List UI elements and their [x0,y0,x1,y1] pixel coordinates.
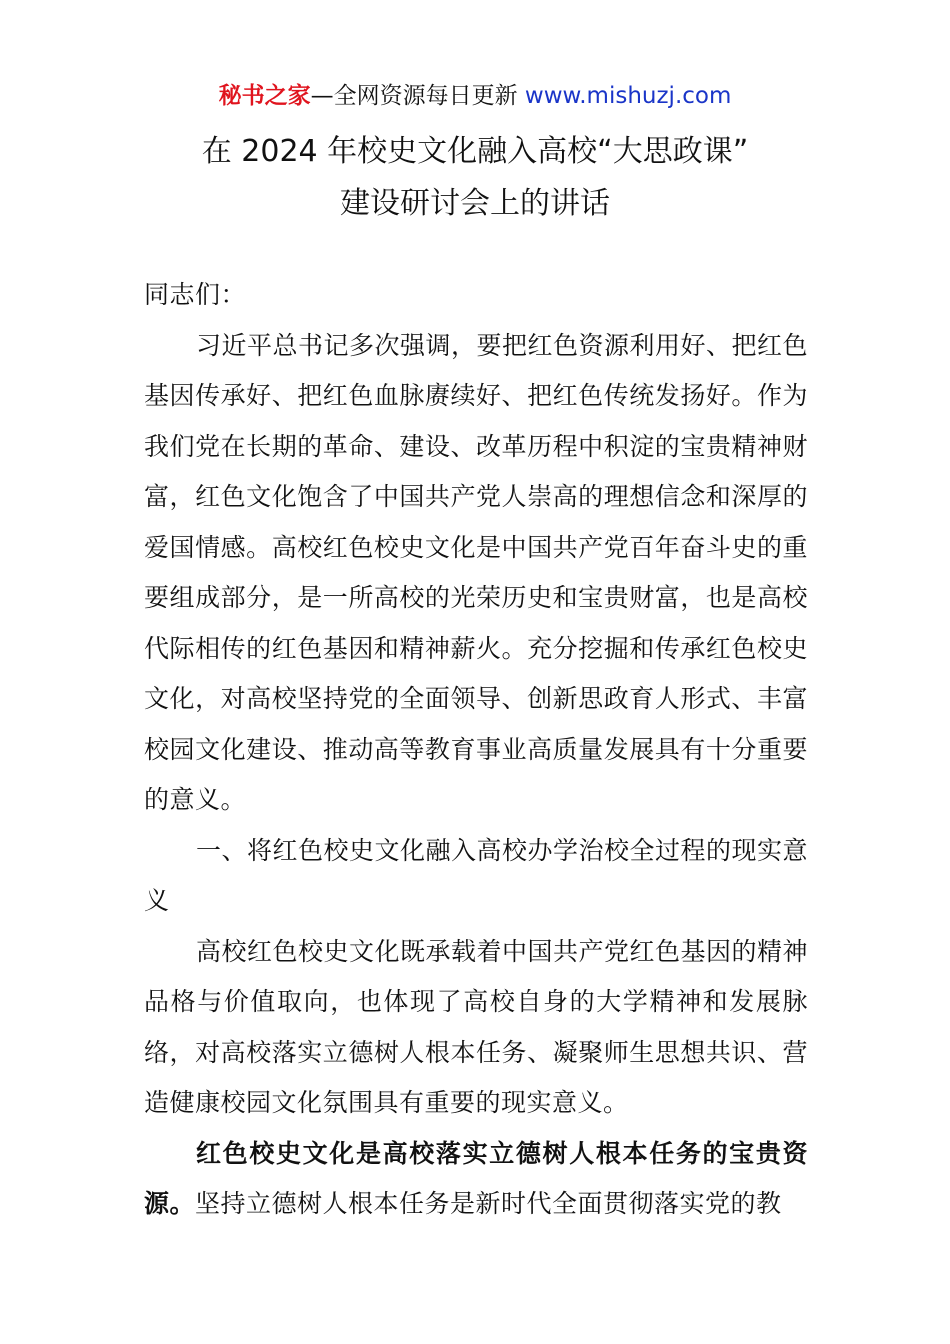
site-brand: 秘书之家 [218,83,311,109]
section-heading-1: 一、将红色校史文化融入高校办学治校全过程的现实意义 [144,835,809,915]
document-body [144,270,808,1230]
paragraph-3 [144,1129,808,1230]
site-header [0,80,950,112]
salutation: 同志们： [144,280,247,309]
paragraph-3-lead: 红色校史文化是高校落实立德树人根本任务的宝贵资源。 [144,1138,808,1218]
site-url-link[interactable]: www.mishuzj.com [524,83,732,109]
title-line-2: 建设研讨会上的讲话 [340,186,610,221]
document-title [0,126,950,230]
site-tagline: —全网资源每日更新 [310,83,518,109]
paragraph-2: 高校红色校史文化既承载着中国共产党红色基因的精神品格与价值取向，也体现了高校自身的大学精神和发展脉络，对高校落实立德树人根本任务、凝聚师生思想共识、营造健康校园文化氛围具有重要的现实意义。 [144,936,809,1117]
paragraph-3-text: 坚持立德树人根本任务是新时代全面贯彻落实党的教 [195,1189,782,1218]
paragraph-1: 习近平总书记多次强调，要把红色资源利用好、把红色基因传承好、把红色血脉赓续好、把红色传统发扬好。作为我们党在长期的革命、建设、改革历程中积淀的宝贵精神财富，红色文化饱含了中国共产党人崇高的理想信念和深厚的爱国情感。高校红色校史文化是中国共产党百年奋斗史的重要组成部分，是一所高校的光荣历史和宝贵财富，也是高校代际相传的红色基因和精神薪火。充分挖掘和传承红色校史文化，对高校坚持党的全面领导、创新思政育人形式、丰富校园文化建设、推动高等教育事业高质量发展具有十分重要的意义。 [144,330,809,814]
title-line-1: 在 2024 年校史文化融入高校“大思政课” [201,134,749,169]
